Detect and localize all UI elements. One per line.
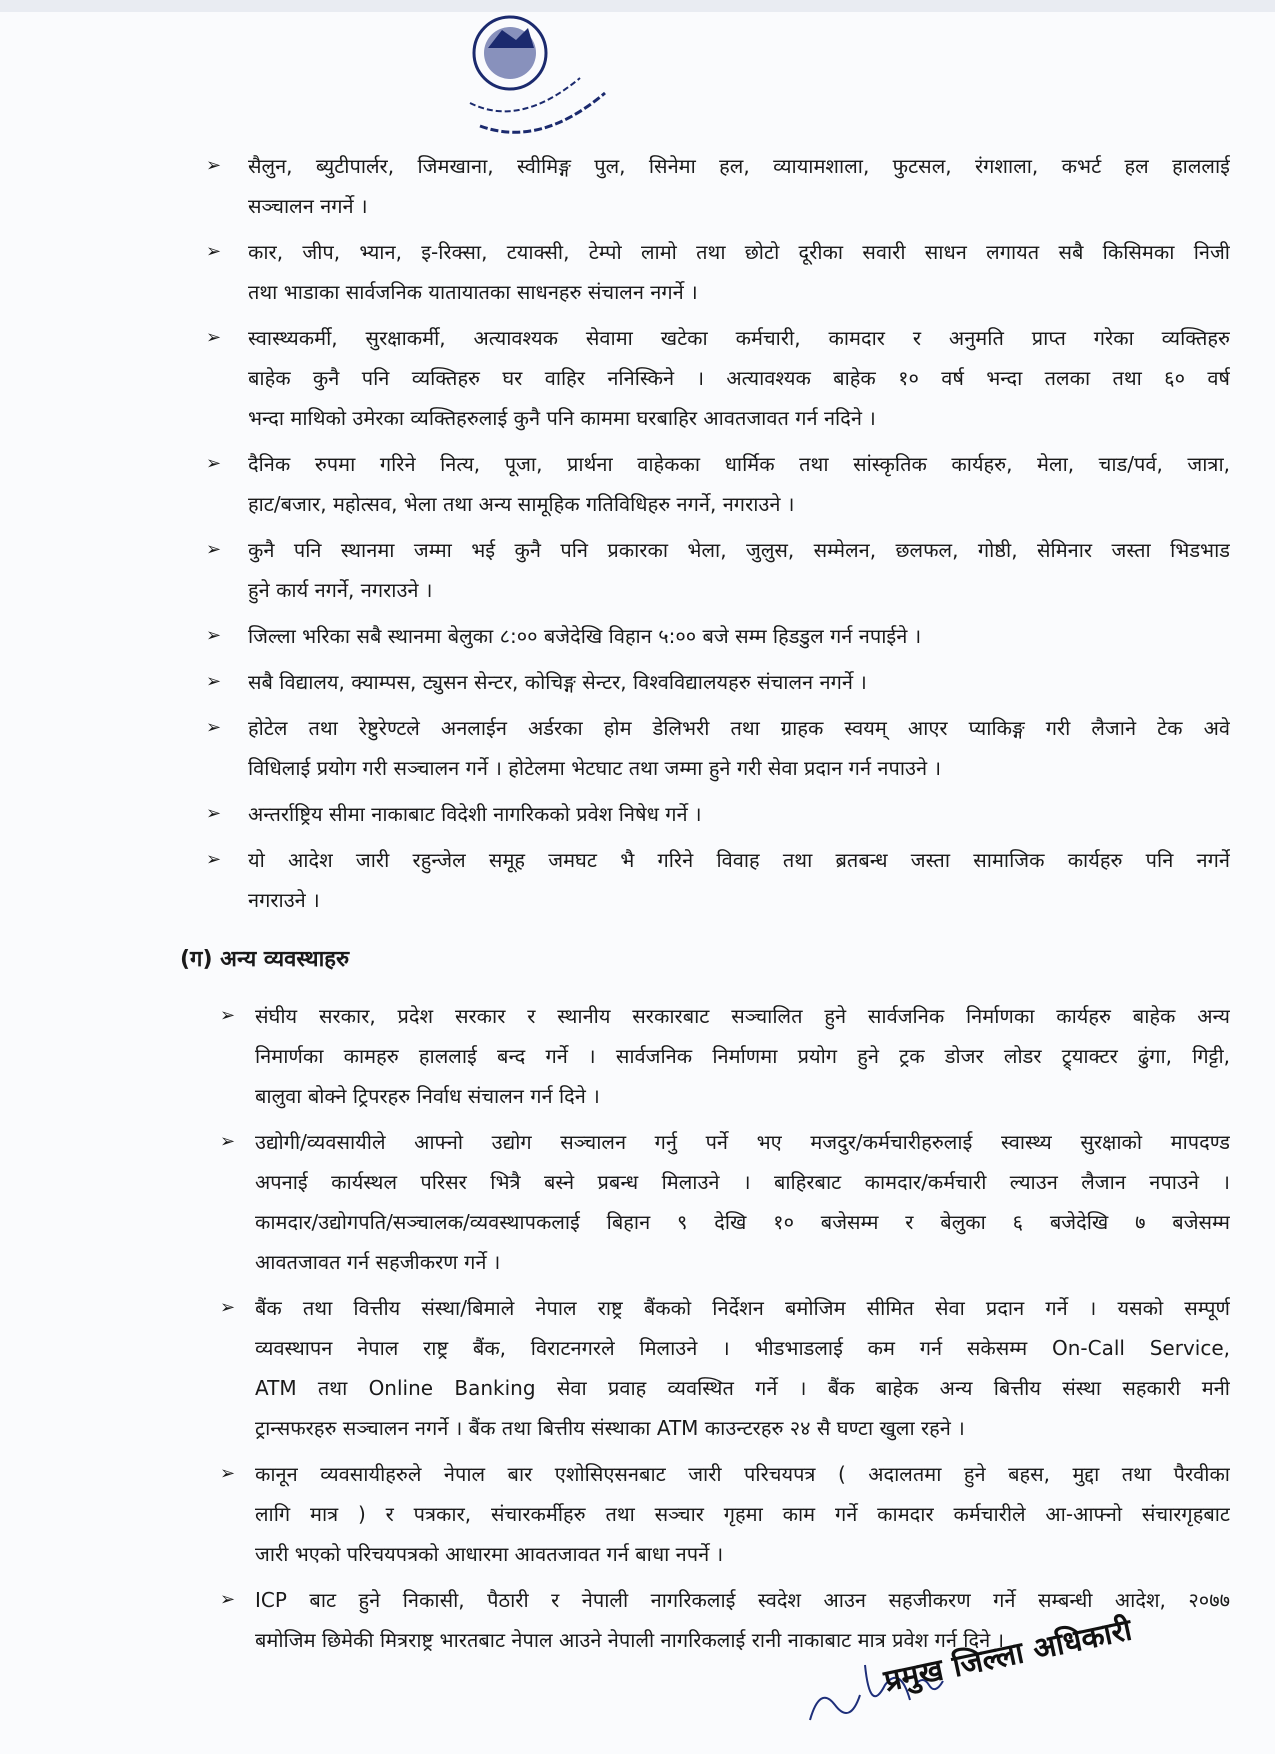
- arrow-bullet-icon: ➢: [206, 453, 222, 474]
- text-line: आवतजावत गर्न सहजीकरण गर्ने ।: [255, 1250, 501, 1274]
- arrow-bullet-icon: ➢: [206, 241, 222, 262]
- text-line: ATM तथा Online Banking सेवा प्रवाह व्यवस्थित गर्ने । बैंक बाहेक अन्य बित्तीय संस्था सहकारी मनी: [255, 1376, 1230, 1400]
- text-line: होटेल तथा रेष्टुरेण्टले अनलाईन अर्डरका होम डेलिभरी तथा ग्राहक स्वयम् आएर प्याकिङ्ग गरी लैजाने टेक अवे: [248, 716, 1230, 740]
- text-line: अपनाई कार्यस्थल परिसर भित्रै बस्ने प्रबन्ध मिलाउने । बाहिरबाट कामदार/कर्मचारी ल्याउन लैजान नपाउने ।: [255, 1170, 1230, 1194]
- text-line: हुने कार्य नगर्ने, नगराउने ।: [248, 578, 433, 602]
- text-line: बमोजिम छिमेकी मित्रराष्ट्र भारतबाट नेपाल आउने नेपाली नागरिकलाई रानी नाकाबाट मात्र प्रवेश गर्न दिने ।: [255, 1628, 1005, 1652]
- text-line: निमार्णका कामहरु हाललाई बन्द गर्ने । सार्वजनिक निर्माणमा प्रयोग हुने ट्रक डोजर लोडर ट्र्याक्टर ढुंगा, गिट्टी,: [255, 1044, 1230, 1068]
- list-item: [0, 1122, 1275, 1282]
- text-line: कुनै पनि स्थानमा जम्मा भई कुनै पनि प्रकारका भेला, जुलुस, सम्मेलन, छलफल, गोष्ठी, सेमिनार जस्ता भिडभाड: [248, 538, 1230, 562]
- list-item: [0, 662, 1275, 702]
- text-line: विधिलाई प्रयोग गरी सञ्चालन गर्ने । होटेलमा भेटघाट तथा जम्मा हुने गरी सेवा प्रदान गर्न नपाउने ।: [248, 756, 942, 780]
- text-line: यो आदेश जारी रहुन्जेल समूह जमघट भै गरिने विवाह तथा ब्रतबन्ध जस्ता सामाजिक कार्यहरु पनि नगर्ने: [248, 848, 1230, 872]
- arrow-bullet-icon: ➢: [206, 849, 222, 870]
- arrow-bullet-icon: ➢: [206, 717, 222, 738]
- list-item: [0, 232, 1275, 312]
- arrow-bullet-icon: ➢: [220, 1005, 236, 1026]
- arrow-bullet-icon: ➢: [206, 803, 222, 824]
- text-line: सैलुन, ब्युटीपार्लर, जिमखाना, स्वीमिङ्ग पुल, सिनेमा हल, व्यायामशाला, फुटसल, रंगशाला, कभर्ट हल हाललाई: [248, 154, 1230, 178]
- text-line: ICP बाट हुने निकासी, पैठारी र नेपाली नागरिकलाई स्वदेश आउन सहजीकरण गर्ने सम्बन्धी आदेश, २०७७: [255, 1588, 1230, 1612]
- text-line: बाहेक कुनै पनि व्यक्तिहरु घर वाहिर ननिस्किने । अत्यावश्यक बाहेक १० वर्ष भन्दा तलका तथा ६० वर्ष: [248, 366, 1230, 390]
- document-body: [0, 146, 1275, 1666]
- list-item: [0, 444, 1275, 524]
- text-line: दैनिक रुपमा गरिने नित्य, पूजा, प्रार्थना वाहेकका धार्मिक तथा सांस्कृतिक कार्यहरु, मेला, चाड/पर्व, जात्रा,: [248, 452, 1230, 476]
- arrow-bullet-icon: ➢: [220, 1463, 236, 1484]
- list-item: [0, 708, 1275, 788]
- list-item: [0, 146, 1275, 226]
- arrow-bullet-icon: ➢: [220, 1297, 236, 1318]
- arrow-bullet-icon: ➢: [220, 1589, 236, 1610]
- section-heading: (ग) अन्य व्यवस्थाहरु: [180, 947, 350, 972]
- text-line: कामदार/उद्योगपति/सञ्चालक/व्यवस्थापकलाई बिहान ९ देखि १० बजेसम्म र बेलुका ६ बजेदेखि ७ बजेसम्म: [255, 1210, 1230, 1234]
- text-line: नगराउने ।: [248, 888, 320, 912]
- list-item: [0, 1454, 1275, 1574]
- arrow-bullet-icon: ➢: [220, 1131, 236, 1152]
- text-line: तथा भाडाका सार्वजनिक यातायातका साधनहरु संचालन नगर्ने ।: [248, 280, 698, 304]
- other-arrangements-list: [0, 996, 1275, 1660]
- text-line: भन्दा माथिको उमेरका व्यक्तिहरुलाई कुनै पनि काममा घरबाहिर आवतजावत गर्न नदिने ।: [248, 406, 876, 430]
- list-item: [0, 616, 1275, 656]
- list-item: [0, 1288, 1275, 1448]
- text-line: हाट/बजार, महोत्सव, भेला तथा अन्य सामूहिक गतिविधिहरु नगर्ने, नगराउने ।: [248, 492, 795, 516]
- arrow-bullet-icon: ➢: [206, 671, 222, 692]
- text-line: ट्रान्सफरहरु सञ्चालन नगर्ने । बैंक तथा बित्तीय संस्थाका ATM काउन्टरहरु २४ सै घण्टा खुला रहने ।: [255, 1416, 965, 1440]
- text-line: बैंक तथा वित्तीय संस्था/बिमाले नेपाल राष्ट्र बैंकको निर्देशन बमोजिम सीमित सेवा प्रदान गर्ने । यसको सम्पूर्ण: [255, 1296, 1230, 1320]
- text-line: लागि मात्र ) र पत्रकार, संचारकर्मीहरु तथा सञ्चार गृहमा काम गर्ने कामदार कर्मचारीले आ-आफ्नो संचारगृहबाट: [255, 1502, 1230, 1526]
- text-line: कार, जीप, भ्यान, इ-रिक्सा, टयाक्सी, टेम्पो लामो तथा छोटो दूरीका सवारी साधन लगायत सबै किसिमका निजी: [248, 240, 1230, 264]
- text-line: अन्तर्राष्ट्रिय सीमा नाकाबाट विदेशी नागरिकको प्रवेश निषेध गर्ने ।: [248, 802, 702, 826]
- text-line: सबै विद्यालय, क्याम्पस, ट्युसन सेन्टर, कोचिङ्ग सेन्टर, विश्वविद्यालयहरु संचालन नगर्ने ।: [248, 670, 867, 694]
- arrow-bullet-icon: ➢: [206, 327, 222, 348]
- government-seal-logo: [430, 8, 630, 158]
- text-line: संघीय सरकार, प्रदेश सरकार र स्थानीय सरकारबाट सञ्चालित हुने सार्वजनिक निर्माणका कार्यहरु बाहेक अन्य: [255, 1004, 1230, 1028]
- text-line: उद्योगी/व्यवसायीले आफ्नो उद्योग सञ्चालन गर्नु पर्ने भए मजदुर/कर्मचारीहरुलाई स्वास्थ्य सुरक्षाको मापदण्ड: [255, 1130, 1230, 1154]
- chief-district-officer-stamp: प्रमुख जिल्ला अधिकारी: [881, 1612, 1135, 1700]
- text-line: सञ्चालन नगर्ने ।: [248, 194, 368, 218]
- text-line: व्यवस्थापन नेपाल राष्ट्र बैंक, विराटनगरले मिलाउने । भीडभाडलाई कम गर्न सकेसम्म On-Call Service,: [255, 1336, 1230, 1360]
- arrow-bullet-icon: ➢: [206, 625, 222, 646]
- list-item: [0, 794, 1275, 834]
- list-item: [0, 996, 1275, 1116]
- list-item: [0, 318, 1275, 438]
- text-line: कानून व्यवसायीहरुले नेपाल बार एशोसिएसनबाट जारी परिचयपत्र ( अदालतमा हुने बहस, मुद्दा तथा पैरवीका: [255, 1462, 1230, 1486]
- text-line: बालुवा बोक्ने ट्रिपरहरु निर्वाध संचालन गर्न दिने ।: [255, 1084, 600, 1108]
- arrow-bullet-icon: ➢: [206, 539, 222, 560]
- list-item: [0, 530, 1275, 610]
- text-line: स्वास्थ्यकर्मी, सुरक्षाकर्मी, अत्यावश्यक सेवामा खटेका कर्मचारी, कामदार र अनुमति प्राप्त गरेका व्यक्तिहरु: [248, 326, 1230, 350]
- text-line: जारी भएको परिचयपत्रको आधारमा आवतजावत गर्न बाधा नपर्ने ।: [255, 1542, 724, 1566]
- arrow-bullet-icon: ➢: [206, 155, 222, 176]
- scan-edge: [0, 0, 1275, 12]
- text-line: जिल्ला भरिका सबै स्थानमा बेलुका ८:०० बजेदेखि विहान ५:०० बजे सम्म हिडडुल गर्न नपाईने ।: [248, 624, 922, 648]
- list-item: [0, 840, 1275, 920]
- restrictions-list: [0, 146, 1275, 920]
